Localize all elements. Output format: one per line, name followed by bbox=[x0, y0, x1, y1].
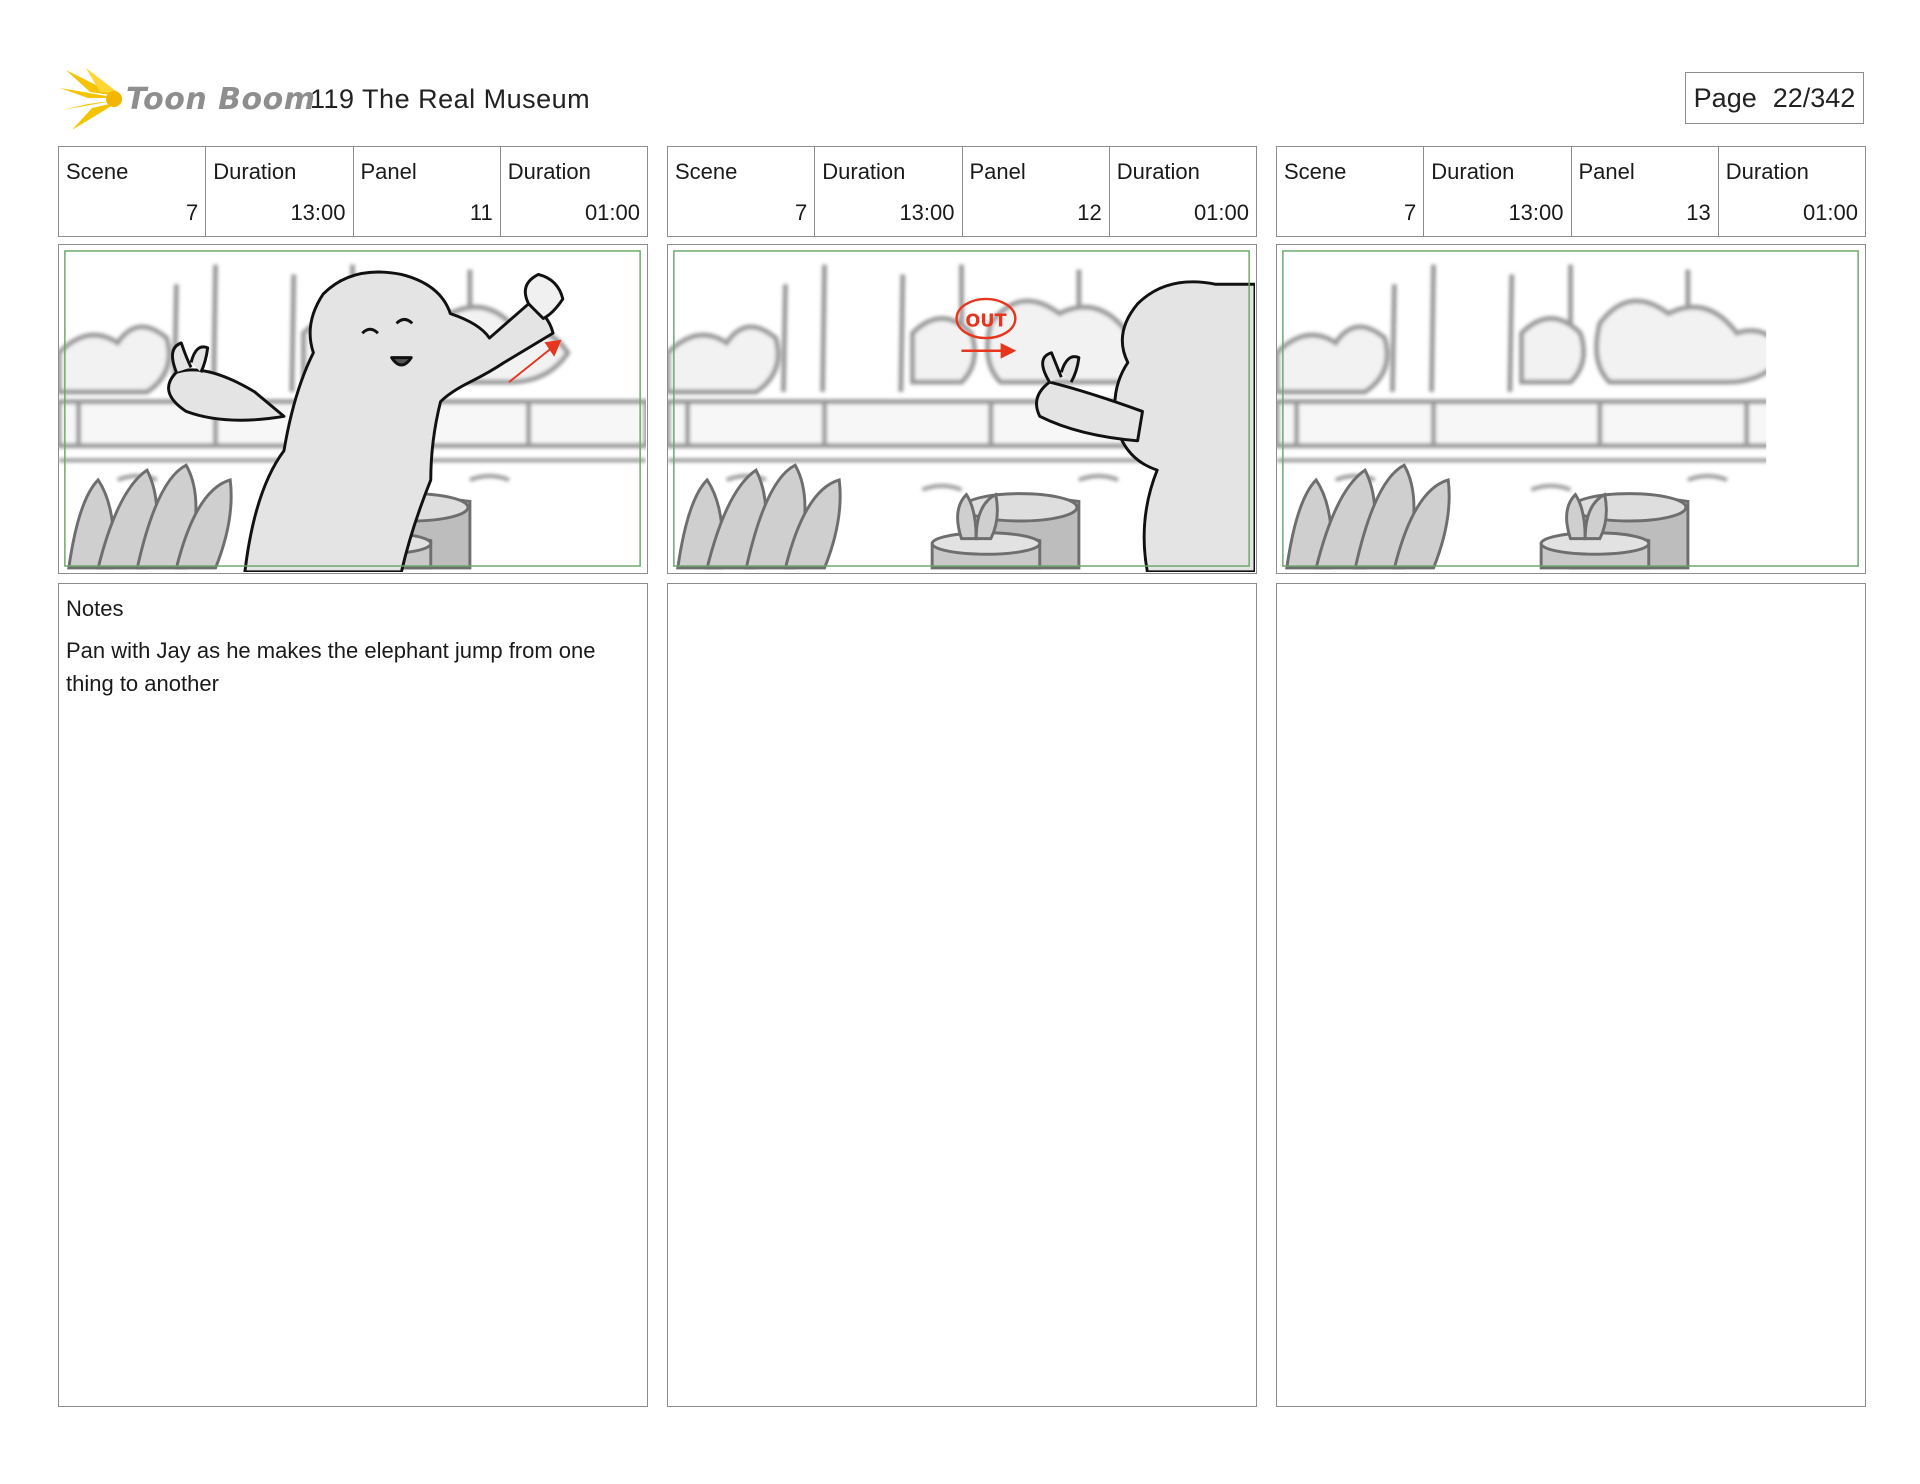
panel-duration-label: Duration bbox=[1725, 159, 1809, 184]
panel-duration-label: Duration bbox=[507, 159, 591, 184]
panel-duration-value: 01:00 bbox=[584, 200, 640, 225]
scene-label: Scene bbox=[675, 159, 738, 184]
panel-value: 13 bbox=[1686, 200, 1711, 225]
scene-value: 7 bbox=[1404, 200, 1417, 225]
scene-label: Scene bbox=[1284, 159, 1347, 184]
scene-duration-value: 13:00 bbox=[290, 200, 346, 225]
starburst-icon bbox=[60, 66, 124, 132]
panel-value: 11 bbox=[469, 200, 493, 225]
scene-value: 7 bbox=[186, 200, 199, 225]
notes-label: Notes bbox=[66, 596, 124, 621]
scene-label: Scene bbox=[66, 159, 129, 184]
panel-duration-value: 01:00 bbox=[1193, 200, 1249, 225]
panel-cell bbox=[1572, 147, 1719, 236]
panel-label: Panel bbox=[969, 159, 1026, 184]
scene-duration-label: Duration bbox=[213, 159, 297, 184]
panel-info-table bbox=[1276, 146, 1866, 237]
scene-duration-value: 13:00 bbox=[1508, 200, 1564, 225]
panel-duration-label: Duration bbox=[1116, 159, 1200, 184]
notes-box bbox=[58, 583, 648, 1407]
notes-text: Pan with Jay as he makes the elephant jump from one thing to another bbox=[66, 638, 596, 696]
panel-image bbox=[1276, 244, 1866, 574]
scene-duration-cell bbox=[815, 147, 962, 236]
panel-value: 12 bbox=[1077, 200, 1102, 225]
notes-box bbox=[667, 583, 1257, 1407]
panel-label: Panel bbox=[1578, 159, 1635, 184]
panel-image bbox=[58, 244, 648, 574]
scene-value: 7 bbox=[795, 200, 808, 225]
toon-boom-logo bbox=[60, 66, 316, 136]
panel-duration-cell bbox=[1110, 147, 1256, 236]
notes-box bbox=[1276, 583, 1866, 1407]
out-annotation: OUT bbox=[965, 311, 1007, 332]
scene-duration-cell bbox=[1424, 147, 1571, 236]
storyboard-header bbox=[60, 60, 1880, 140]
panel-info-table bbox=[667, 146, 1257, 237]
panel-duration-cell bbox=[1719, 147, 1865, 236]
panel-duration-cell bbox=[501, 147, 647, 236]
scene-cell bbox=[59, 147, 206, 236]
scene-cell bbox=[1277, 147, 1424, 236]
panel-duration-value: 01:00 bbox=[1802, 200, 1858, 225]
scene-duration-cell bbox=[206, 147, 353, 236]
panel-label: Panel bbox=[360, 159, 417, 184]
scene-duration-label: Duration bbox=[822, 159, 906, 184]
page-label: Page bbox=[1693, 82, 1757, 113]
panel-image bbox=[667, 244, 1257, 574]
panel-cell bbox=[354, 147, 501, 236]
project-title: 119 The Real Museum bbox=[310, 84, 591, 114]
scene-duration-value: 13:00 bbox=[899, 200, 955, 225]
page-number: 22/342 bbox=[1772, 82, 1856, 113]
panel-cell bbox=[963, 147, 1110, 236]
scene-cell bbox=[668, 147, 815, 236]
page-indicator bbox=[1685, 72, 1864, 124]
logo-wordmark: Toon Boom bbox=[126, 82, 316, 117]
scene-duration-label: Duration bbox=[1431, 159, 1515, 184]
panel-info-table bbox=[58, 146, 648, 237]
